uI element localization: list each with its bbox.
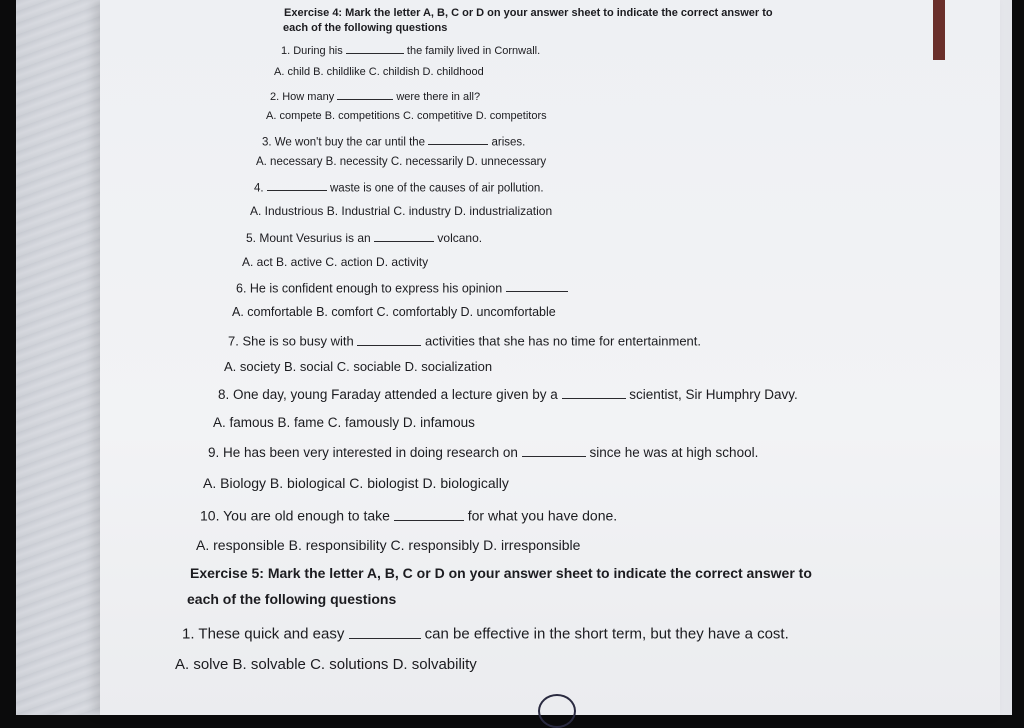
exercise-5-heading-line-1: Exercise 5: Mark the letter A, B, C or D on your answer sheet to indicate the correct answer to <box>190 565 812 581</box>
options-4-10: A. responsible B. responsibility C. responsibly D. irresponsible <box>196 537 581 553</box>
answer-blank <box>357 333 421 346</box>
exercise-4-heading-line-1: Exercise 4: Mark the letter A, B, C or D on your answer sheet to indicate the correct answer to <box>284 7 773 19</box>
question-text: 1. During his <box>281 44 343 57</box>
question-text: 10. You are old enough to take <box>200 507 390 524</box>
question-4-5 <box>246 230 482 245</box>
question-text: were there in all? <box>396 90 481 103</box>
question-4-10 <box>200 507 617 524</box>
answer-blank <box>428 134 488 145</box>
question-4-1 <box>281 43 540 57</box>
question-text: can be effective in the short term, but they have a cost. <box>424 625 789 643</box>
options-4-3: A. necessary B. necessity C. necessarily D. unnecessary <box>256 156 547 168</box>
question-text: 5. Mount Vesurius is an <box>246 230 371 245</box>
answer-blank <box>346 43 404 54</box>
answer-blank <box>337 89 393 100</box>
question-4-4 <box>254 180 544 194</box>
answer-blank <box>522 444 586 457</box>
question-text: 9. He has been very interested in doing research on <box>208 445 518 461</box>
question-4-9 <box>208 444 758 460</box>
options-4-1: A. child B. childlike C. childish D. childhood <box>274 66 484 78</box>
answer-blank <box>267 180 327 191</box>
options-5-1: A. solve B. solvable C. solutions D. solvability <box>175 656 477 673</box>
question-4-3 <box>262 134 525 148</box>
question-text: volcano. <box>437 230 483 245</box>
options-4-6: A. comfortable B. comfort C. comfortably D. uncomfortable <box>232 305 556 319</box>
question-text: the family lived in Cornwall. <box>406 44 541 57</box>
answer-blank <box>374 230 434 242</box>
exercise-4-heading-line-2: each of the following questions <box>283 22 448 34</box>
options-4-9: A. Biology B. biological C. biologist D. biologically <box>203 475 509 491</box>
question-text: 1. These quick and easy <box>182 625 345 643</box>
question-text: arises. <box>491 136 526 149</box>
worksheet-page <box>100 0 1000 715</box>
answer-blank <box>349 624 421 639</box>
question-4-8 <box>218 386 798 402</box>
background-object <box>933 0 945 60</box>
question-text: 6. He is confident enough to express his opinion <box>236 281 503 296</box>
options-4-4: A. Industrious B. Industrial C. industry D. industrialization <box>250 204 553 218</box>
question-4-2 <box>270 89 480 103</box>
question-text: scientist, Sir Humphry Davy. <box>629 387 798 403</box>
answer-blank <box>394 507 464 521</box>
question-text: activities that she has no time for entertainment. <box>424 333 702 349</box>
options-4-2: A. compete B. competitions C. competitive D. competitors <box>266 110 547 122</box>
answer-blank <box>506 280 568 292</box>
handwritten-circle-mark <box>538 694 576 728</box>
question-text: 4. <box>254 182 264 195</box>
question-text: 2. How many <box>270 90 335 103</box>
question-text: since he was at high school. <box>589 445 759 461</box>
options-4-8: A. famous B. fame C. famously D. infamous <box>213 415 475 430</box>
question-4-6 <box>236 280 568 295</box>
options-4-5: A. act B. active C. action D. activity <box>242 255 429 269</box>
question-5-1 <box>182 624 789 643</box>
answer-blank <box>562 386 626 399</box>
question-text: 7. She is so busy with <box>228 333 354 349</box>
question-text: for what you have done. <box>467 507 618 524</box>
exercise-5-heading-line-2: each of the following questions <box>187 591 397 607</box>
question-text: 3. We won't buy the car until the <box>262 136 426 149</box>
question-text: waste is one of the causes of air pollution. <box>330 182 544 195</box>
question-text: 8. One day, young Faraday attended a lecture given by a <box>218 387 558 403</box>
options-4-7: A. society B. social C. sociable D. socialization <box>224 359 493 374</box>
question-4-7 <box>228 333 701 349</box>
